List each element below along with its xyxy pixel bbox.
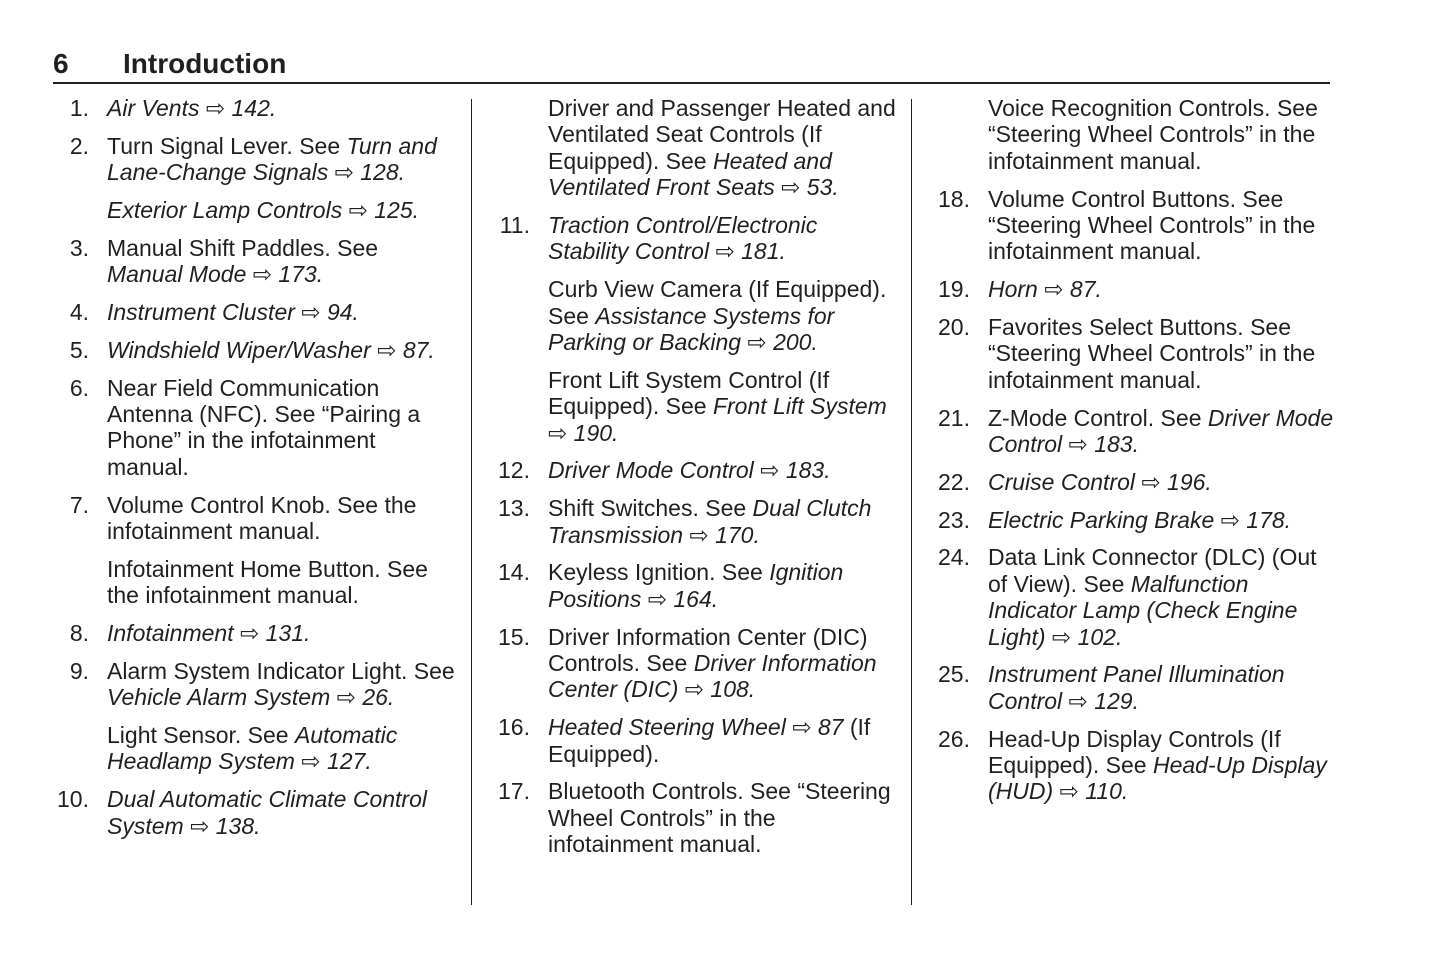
- cross-reference: Infotainment: [107, 620, 234, 647]
- item-text: [107, 620, 310, 646]
- list-item: [494, 495, 899, 548]
- page-header: [53, 46, 1330, 84]
- item-text: [107, 556, 428, 608]
- cross-reference: ⇨ 131.: [233, 620, 311, 647]
- item-text: [988, 314, 1315, 393]
- cross-reference: ⇨ 102.: [1045, 623, 1123, 650]
- item-text: [548, 714, 870, 766]
- cross-reference: Head-Up Display (HUD): [988, 752, 1327, 805]
- cross-reference: Windshield Wiper/Washer: [107, 336, 371, 363]
- item-number: 23.: [938, 506, 970, 533]
- item-text: [988, 507, 1291, 533]
- list-item: [53, 235, 458, 288]
- item-text: [988, 186, 1315, 265]
- item-number: 19.: [938, 276, 970, 303]
- item-number: 18.: [938, 185, 970, 212]
- text-segment: Favorites Select Buttons. See “Steering Wheel Controls” in the infotainment manual.: [988, 314, 1316, 393]
- text-segment: Bluetooth Controls. See “Steering Wheel Controls” in the infotainment manual.: [548, 778, 891, 858]
- cross-reference: Front Lift System: [712, 393, 887, 420]
- item-number: 14.: [498, 559, 530, 586]
- cross-reference: ⇨ 125.: [342, 197, 420, 223]
- cross-reference: Dual Clutch Transmission: [548, 495, 872, 548]
- cross-reference: Traction Control/Electronic Stability Control: [548, 212, 818, 265]
- item-number: 5.: [69, 336, 89, 363]
- cross-reference: ⇨ 142.: [199, 95, 277, 121]
- cross-reference: ⇨ 173.: [246, 261, 324, 288]
- list-item: [934, 314, 1334, 393]
- list-item: [53, 658, 458, 711]
- item-number: 26.: [938, 725, 970, 752]
- cross-reference: Horn: [988, 276, 1038, 303]
- item-text: [107, 492, 416, 544]
- item-number: 9.: [69, 657, 89, 684]
- cross-reference: Driver Mode Control: [548, 457, 754, 484]
- item-number: 11.: [499, 212, 530, 239]
- item-text: [988, 469, 1212, 495]
- text-segment: Alarm System Indicator Light. See: [107, 657, 455, 684]
- list-item: [494, 778, 899, 857]
- cross-reference: Manual Mode: [107, 261, 247, 288]
- item-number: 15.: [498, 623, 530, 650]
- cross-reference: Malfunction Indicator Lamp (Check Engine Light): [988, 570, 1298, 650]
- item-number: 2.: [69, 132, 89, 159]
- list-item: [934, 186, 1334, 265]
- item-number: 10.: [57, 786, 89, 813]
- item-text: [107, 375, 420, 480]
- list-item: [53, 197, 458, 223]
- column-divider: [911, 99, 912, 905]
- list-item: [494, 624, 899, 703]
- cross-reference: ⇨ 53.: [774, 174, 839, 201]
- item-text: [548, 276, 886, 355]
- cross-reference: ⇨ 196.: [1135, 468, 1212, 495]
- item-text: [988, 661, 1285, 713]
- item-number: 7.: [69, 491, 89, 518]
- item-text: [988, 726, 1327, 805]
- list-item: [494, 212, 899, 265]
- page-title: Introduction: [123, 48, 287, 79]
- cross-reference: ⇨ 178.: [1214, 506, 1292, 533]
- item-number: 13.: [498, 495, 530, 522]
- cross-reference: Driver Information Center (DIC): [548, 650, 877, 703]
- list-item: [934, 661, 1334, 714]
- column-2: [494, 95, 899, 869]
- item-number: 25.: [938, 661, 970, 688]
- list-item: [53, 620, 458, 646]
- list-item: [53, 133, 458, 186]
- page-number: 6: [53, 48, 69, 79]
- list-item: [53, 556, 458, 609]
- item-number: 16.: [498, 714, 530, 741]
- item-text: [548, 559, 843, 611]
- cross-reference: Heated Steering Wheel: [548, 714, 786, 741]
- list-item: [53, 722, 458, 775]
- item-number: 8.: [69, 620, 89, 647]
- item-text: [107, 337, 435, 363]
- text-segment: Light Sensor. See: [107, 722, 295, 749]
- cross-reference: ⇨ 190.: [548, 419, 619, 446]
- item-text: [107, 133, 437, 185]
- text-segment: Infotainment Home Button. See the infotainment manual.: [107, 555, 428, 609]
- cross-reference: ⇨ 200.: [741, 329, 818, 356]
- item-text: [548, 457, 831, 483]
- item-text: [107, 95, 276, 121]
- item-number: 21.: [938, 404, 970, 431]
- cross-reference: Driver Mode Control: [988, 404, 1334, 458]
- cross-reference: ⇨ 128.: [328, 159, 406, 186]
- text-segment: Driver Information Center (DIC) Controls. See: [548, 623, 868, 677]
- cross-reference: ⇨ 183.: [753, 457, 831, 484]
- list-item: [934, 95, 1334, 174]
- item-text: [107, 299, 359, 325]
- list-item: [53, 95, 458, 121]
- cross-reference: Instrument Cluster: [107, 299, 295, 325]
- cross-reference: ⇨ 127.: [294, 748, 372, 775]
- text-segment: Driver and Passenger Heated and Ventilated Seat Controls (If Equipped). See: [548, 95, 896, 174]
- item-text: [988, 544, 1317, 649]
- text-segment: Shift Switches. See: [548, 495, 753, 522]
- item-text: [988, 276, 1102, 302]
- text-segment: (If Equipped).: [548, 714, 871, 767]
- list-item: [494, 457, 899, 483]
- item-text: [988, 405, 1333, 457]
- list-item: [934, 544, 1334, 650]
- item-text: [548, 95, 896, 200]
- text-segment: Front Lift System Control (If Equipped). See: [548, 366, 830, 420]
- list-item: [53, 786, 458, 839]
- list-item: [494, 367, 899, 446]
- list-item: [494, 714, 899, 767]
- text-segment: Head-Up Display Controls (If Equipped). See: [988, 725, 1281, 779]
- list-item: [53, 337, 458, 363]
- cross-reference: Instrument Panel Illumination Control: [988, 661, 1285, 714]
- text-segment: Manual Shift Paddles. See: [107, 234, 379, 261]
- item-number: 6.: [69, 374, 89, 401]
- item-text: [548, 367, 887, 446]
- cross-reference: ⇨ 108.: [678, 676, 756, 703]
- cross-reference: ⇨ 87.: [370, 336, 435, 363]
- cross-reference: ⇨ 87.: [1037, 276, 1102, 303]
- cross-reference: ⇨ 26.: [330, 684, 395, 711]
- cross-reference: ⇨ 164.: [641, 585, 719, 612]
- item-number: 17.: [498, 778, 530, 805]
- text-segment: Voice Recognition Controls. See “Steering Wheel Controls” in the infotainment manual.: [988, 95, 1318, 174]
- list-item: [53, 375, 458, 481]
- cross-reference: Exterior Lamp Controls: [107, 197, 343, 223]
- list-item: [494, 559, 899, 612]
- item-text: [107, 722, 397, 774]
- text-segment: Near Field Communication Antenna (NFC). See “Pairing a Phone” in the infotainment manual.: [107, 374, 421, 480]
- column-3: [934, 95, 1334, 816]
- cross-reference: ⇨ 87: [785, 714, 844, 741]
- text-segment: Z-Mode Control. See: [988, 404, 1208, 431]
- item-text: [107, 786, 427, 838]
- item-number: 22.: [938, 468, 970, 495]
- list-item: [934, 469, 1334, 495]
- list-item: [494, 276, 899, 355]
- text-segment: Curb View Camera (If Equipped). See: [548, 276, 887, 329]
- item-number: 20.: [938, 314, 970, 341]
- list-item: [53, 299, 458, 325]
- list-item: [494, 95, 899, 201]
- column-divider: [471, 99, 472, 905]
- cross-reference: Assistance Systems for Parking or Backing: [548, 302, 835, 356]
- cross-reference: ⇨ 94.: [294, 299, 359, 325]
- cross-reference: Turn and Lane-Change Signals: [107, 132, 437, 186]
- list-item: [934, 405, 1334, 458]
- cross-reference: Ignition Positions: [548, 559, 844, 612]
- cross-reference: Dual Automatic Climate Control System: [107, 786, 427, 839]
- item-text: [988, 95, 1318, 174]
- text-segment: Data Link Connector (DLC) (Out of View). See: [988, 544, 1317, 597]
- cross-reference: Vehicle Alarm System: [107, 684, 331, 711]
- cross-reference: Air Vents: [107, 95, 200, 121]
- cross-reference: Heated and Ventilated Front Seats: [548, 147, 832, 201]
- text-segment: Volume Control Buttons. See “Steering Wheel Controls” in the infotainment manual.: [988, 185, 1316, 265]
- cross-reference: Electric Parking Brake: [988, 506, 1215, 533]
- cross-reference: ⇨ 181.: [709, 238, 786, 265]
- list-item: [934, 726, 1334, 805]
- cross-reference: ⇨ 170.: [683, 521, 760, 548]
- item-number: 24.: [938, 544, 970, 571]
- item-number: 4.: [69, 299, 89, 325]
- item-number: 12.: [498, 457, 530, 484]
- item-text: [107, 658, 455, 710]
- item-text: [548, 495, 871, 547]
- item-text: [107, 197, 419, 223]
- list-item: [53, 492, 458, 545]
- list-item: [934, 276, 1334, 302]
- item-number: 1.: [69, 95, 89, 121]
- item-text: [548, 212, 817, 264]
- cross-reference: Cruise Control: [988, 468, 1135, 495]
- cross-reference: ⇨ 110.: [1053, 778, 1129, 805]
- item-text: [548, 624, 877, 703]
- text-segment: Keyless Ignition. See: [548, 559, 770, 586]
- text-segment: Turn Signal Lever. See: [107, 132, 347, 159]
- item-text: [107, 235, 378, 287]
- text-segment: Volume Control Knob. See the infotainment manual.: [107, 491, 417, 545]
- item-text: [548, 778, 891, 857]
- cross-reference: ⇨ 183.: [1062, 431, 1139, 458]
- cross-reference: Automatic Headlamp System: [107, 722, 398, 775]
- item-number: 3.: [69, 234, 89, 261]
- cross-reference: ⇨ 129.: [1062, 687, 1139, 714]
- cross-reference: ⇨ 138.: [183, 812, 261, 839]
- column-1: [53, 95, 458, 850]
- list-item: [934, 507, 1334, 533]
